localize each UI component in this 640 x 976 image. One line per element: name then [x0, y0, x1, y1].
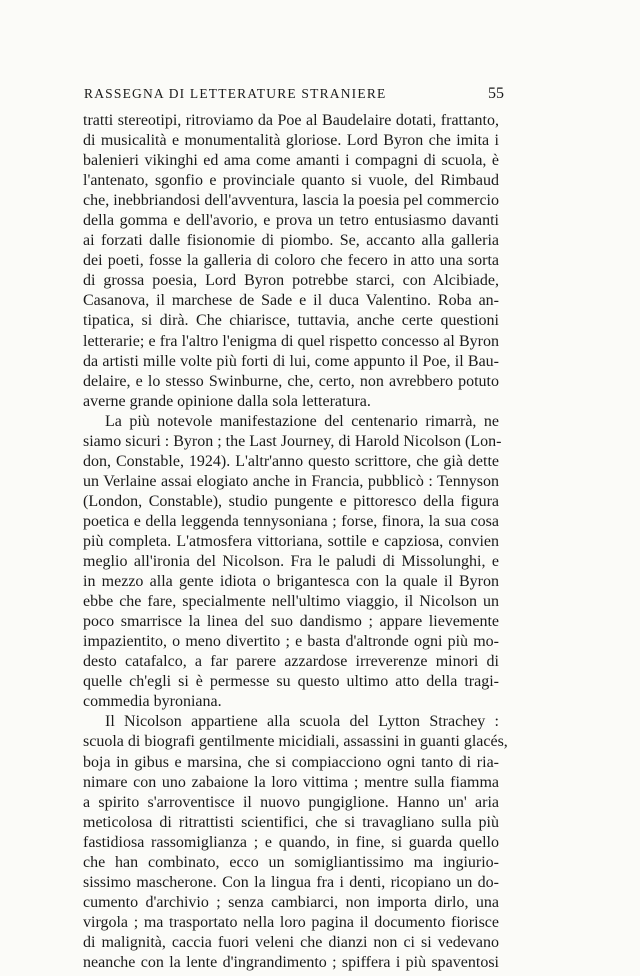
text-line: l'antenato, sgonfio e provinciale quanto si vuole, del Rimbaud: [83, 172, 499, 190]
text-line: letterarie; e fra l'altro l'enigma di quel rispetto concesso al Byron: [83, 332, 499, 350]
text-line: a spirito s'arroventisce il nuovo pungiglione. Hanno un' aria: [83, 793, 499, 811]
paragraph-first-line: La più notevole manifestazione del centenario rimarrà, ne: [105, 412, 499, 430]
text-line: tratti stereotipi, ritroviamo da Poe al Baudelaire dotati, frattanto,: [83, 112, 499, 129]
text-line: fastidiosa rassomiglianza ; e quando, in fine, si guarda quello: [83, 833, 499, 851]
text-line: tipatica, si dirà. Che chiarisce, tuttavia, anche certe questioni: [83, 312, 499, 330]
text-line: ebbe che fare, specialmente nell'ultimo viaggio, il Nicolson un: [83, 593, 499, 611]
text-line: cumento d'archivio ; senza cambiarci, non importa dirlo, una: [83, 893, 499, 911]
text-line: ai forzati dalle fisionomie di piombo. Se, accanto alla galleria: [83, 232, 499, 250]
text-line: (London, Constable), studio pungente e pittoresco della figura: [83, 492, 499, 510]
text-line: meticolosa di ritrattisti scientifici, che si travagliano sulla più: [83, 813, 499, 831]
text-line: dei poeti, fosse la galleria di coloro che fecero in atto una sorta: [83, 252, 499, 270]
text-line: poetica e della leggenda tennysoniana ; forse, finora, la sua cosa: [83, 512, 499, 530]
text-line: desto catafalco, a far parere azzardose irreverenze minori di: [83, 653, 499, 671]
text-line: virgola ; ma trasportato nella loro pagina il documento fiorisce: [83, 913, 499, 931]
text-line: siamo sicuri : Byron ; the Last Journey, di Harold Nicolson (Lon-: [83, 432, 502, 450]
text-line: un Verlaine assai elogiato anche in Francia, pubblicò : Tennyson: [83, 472, 499, 490]
text-line: della gomma e dell'avorio, e prova un tetro entusiasmo davanti: [83, 212, 499, 230]
text-line: in mezzo alla gente idiota o brigantesca con la quale il Byron: [83, 573, 499, 591]
text-line: quelle ch'egli si è permesse su questo ultimo atto della tragi-: [83, 673, 499, 691]
text-line: da artisti mille volte più forti di lui, come appunto il Poe, il Bau-: [83, 352, 499, 370]
text-line: che han combinato, ecco un somigliantissimo ma ingiurio-: [83, 853, 499, 871]
body-text: [83, 111, 508, 973]
text-line: scuola di biografi gentilmente micidiali, assassini in guanti glacés,: [83, 733, 508, 751]
text-line: neanche con la lente d'ingrandimento ; spiffera i più spaventosi: [83, 953, 499, 971]
paragraph-first-line: Il Nicolson appartiene alla scuola del Lytton Strachey :: [105, 713, 499, 731]
page-header: [84, 85, 504, 103]
text-line: sissimo mascherone. Con la lingua fra i denti, ricopiano un do-: [83, 873, 499, 891]
text-line: averne grande opinione dalla sola letteratura.: [83, 392, 371, 410]
text-line: di malignità, caccia fuori veleni che dianzi non ci si vedevano: [83, 933, 499, 951]
page-number: 55: [488, 85, 504, 102]
text-line: più completa. L'atmosfera vittoriana, sottile e capziosa, convien: [83, 532, 499, 550]
text-line: di grossa poesia, Lord Byron potrebbe starci, con Alcibiade,: [83, 272, 499, 290]
text-line: meglio all'ironia del Nicolson. Fra le paludi di Missolunghi, e: [83, 553, 499, 571]
text-line: Casanova, il marchese de Sade e il duca Valentino. Roba an-: [83, 292, 499, 310]
text-line: poco smarrisce la linea del suo dandismo ; appare lievemente: [83, 613, 499, 631]
text-line: balenieri vikinghi ed ama come amanti i compagni di scuola, è: [83, 152, 499, 170]
text-line: impazientito, o meno divertito ; e basta d'altronde ogni più mo-: [83, 633, 499, 651]
running-head: RASSEGNA DI LETTERATURE STRANIERE: [84, 86, 387, 101]
text-line: don, Constable, 1924). L'altr'anno questo scrittore, che già dette: [83, 452, 499, 470]
text-line: commedia byroniana.: [83, 693, 222, 711]
text-line: boja in gibus e marsina, che si compiacciono ogni tanto di ria-: [83, 753, 499, 771]
text-line: di musicalità e monumentalità gloriose. Lord Byron che imita i: [83, 132, 499, 150]
text-line: nimare con uno zabaione la loro vittima ; mentre sulla fiamma: [83, 773, 499, 791]
text-line: delaire, e lo stesso Swinburne, che, certo, non avrebbero potuto: [83, 372, 499, 390]
text-line: che, inebbriandosi dell'avventura, lascia la poesia pel commercio: [83, 192, 499, 210]
